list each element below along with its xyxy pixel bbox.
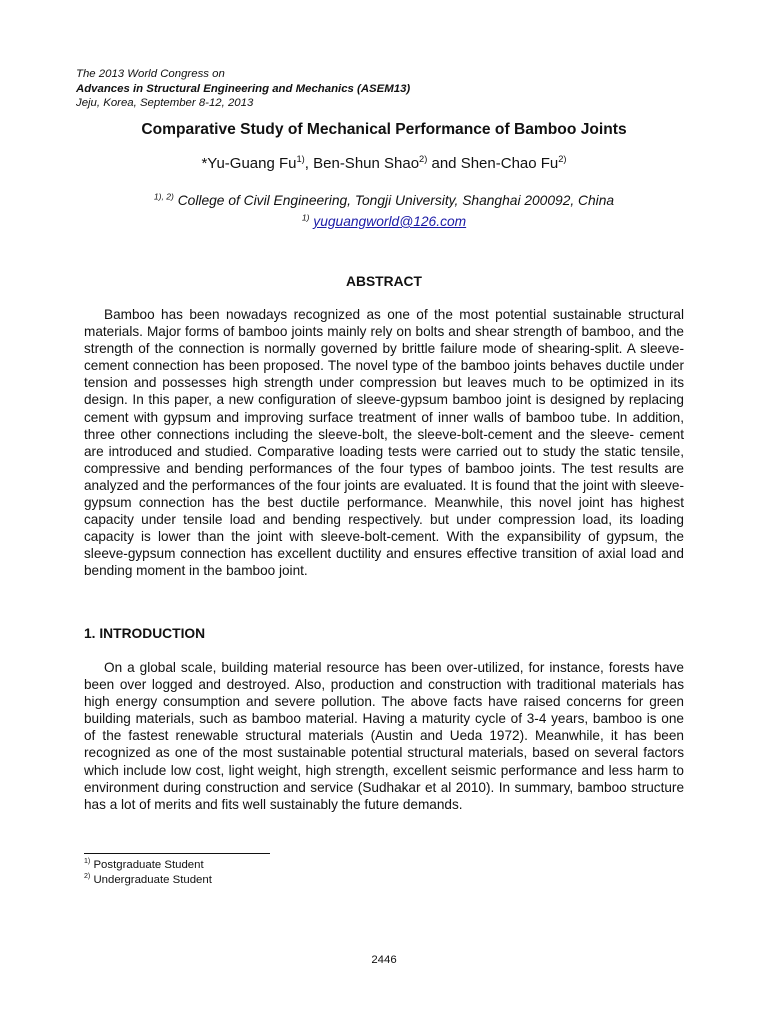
author-separator-2: and <box>427 155 461 172</box>
abstract-heading: ABSTRACT <box>346 274 422 289</box>
page-number: 2446 <box>371 954 397 966</box>
conference-line-2: Advances in Structural Engineering and Mechanics (ASEM13) <box>76 82 411 95</box>
email-mark: 1) <box>301 212 310 223</box>
footnote-2 <box>84 874 212 886</box>
footnote-2-text: Undergraduate Student <box>90 874 212 886</box>
introduction-text: On a global scale, building material resource has been over-utilized, for instance, forests have been over logged and destroyed. Also, production and construction with traditional materials has high energy consumption and severe pollution. The above facts have raised concerns for green building materials, such as bamboo material. Having a maturity cycle of 3-4 years, bamboo is one of the fastest renewable structural materials (Austin and Ueda 1972). Meanwhile, it has been recognized as one of the most sustainable potential structural materials, based on several factors which include low cost, light weight, high strength, excellent seismic performance and less harm to environment during construction and service (Sudhakar et al 2010). In summary, bamboo structure has a lot of merits and fits well sustainably the future demands. <box>84 660 684 812</box>
author-1-name: *Yu-Guang Fu <box>201 155 297 172</box>
author-3-affiliation-mark: 2) <box>558 154 567 164</box>
conference-line-3: Jeju, Korea, September 8-12, 2013 <box>76 97 254 109</box>
footnote-1-mark: 1) <box>84 858 91 866</box>
author-2-affiliation-mark: 2) <box>419 154 428 164</box>
footnote-1 <box>84 859 204 871</box>
footnote-2-mark: 2) <box>84 873 91 881</box>
author-2-name: Ben-Shun Shao <box>313 155 420 172</box>
abstract-text: Bamboo has been nowadays recognized as one of the most potential sustainable structural materials. Major forms of bamboo joints mainly rely on bolts and shear strength of bamboo, and the strength of the connection is normally governed by brittle failure mode of shearing-split. A sleeve-cement connection has been proposed. The novel type of the bamboo joints behaves ductile under tension and possesses high strength under compression but leaves much to be optimized in its design. In this paper, a new configuration of sleeve-gypsum bamboo joint is designed by replacing cement with gypsum and improving surface treatment of inner walls of bamboo tube. In addition, three other connections including the sleeve-bolt, the sleeve-bolt-cement and the sleeve- cement are introduced and studied. Comparative loading tests were carried out to study the static tensile, compressive and bending performances of the four types of bamboo joints. The test results are analyzed and the performances of the four joints are evaluated. It is found that the joint with sleeve-gypsum connection has the best ductile performance. Meanwhile, this novel joint has highest capacity under tensile load and bending respectively. but under compression load, its loading capacity is lower than the joint with sleeve-bolt-cement. With the expansibility of gypsum, the sleeve-gypsum connection has excellent ductility and ensures effective transition of axial load and bending moment in the bamboo joint. <box>84 307 684 579</box>
author-1-affiliation-mark: 1) <box>296 154 305 164</box>
conference-line-1: The 2013 World Congress on <box>76 68 225 80</box>
paper-title: Comparative Study of Mechanical Performance of Bamboo Joints <box>141 121 627 138</box>
affiliation-mark: 1), 2) <box>153 191 174 202</box>
affiliation <box>0 193 768 208</box>
footnote-divider <box>84 853 270 854</box>
email-link[interactable]: yuguangworld@126.com <box>313 214 467 229</box>
contact-email <box>0 214 768 229</box>
author-separator-1: , <box>304 155 314 172</box>
footnote-1-text: Postgraduate Student <box>90 859 204 871</box>
conference-header <box>76 67 410 111</box>
section-heading-introduction: 1. INTRODUCTION <box>84 626 206 641</box>
author-list <box>0 155 768 172</box>
author-3-name: Shen-Chao Fu <box>460 155 559 172</box>
affiliation-text: College of Civil Engineering, Tongji University, Shanghai 200092, China <box>173 193 615 208</box>
